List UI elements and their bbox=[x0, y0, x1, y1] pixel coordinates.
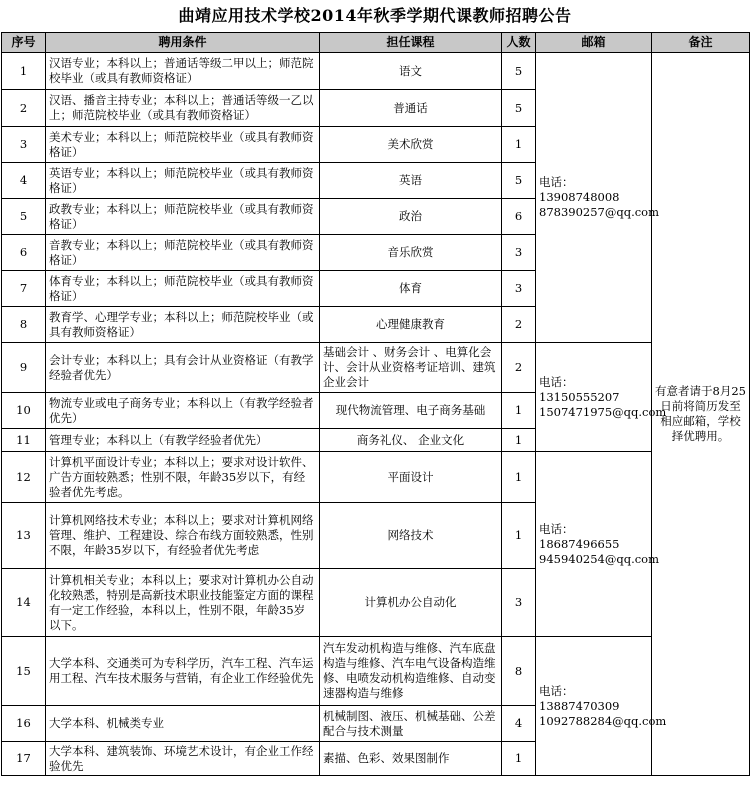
row-courses: 机械制图、液压、机械基础、公差配合与技术测量 bbox=[320, 706, 502, 742]
row-conditions: 汉语专业；本科以上；普通话等级二甲以上；师范院校毕业（或具有教师资格证） bbox=[46, 53, 320, 90]
row-conditions: 体育专业；本科以上；师范院校毕业（或具有教师资格证） bbox=[46, 271, 320, 307]
row-index: 12 bbox=[2, 452, 46, 503]
row-count: 3 bbox=[502, 235, 536, 271]
row-index: 9 bbox=[2, 343, 46, 393]
row-index: 17 bbox=[2, 742, 46, 776]
row-count: 5 bbox=[502, 90, 536, 127]
row-index: 4 bbox=[2, 163, 46, 199]
row-courses: 网络技术 bbox=[320, 503, 502, 569]
row-count: 1 bbox=[502, 429, 536, 452]
row-index: 1 bbox=[2, 53, 46, 90]
contact-email: 1507471975@qq.com bbox=[539, 404, 667, 419]
row-conditions: 教育学、心理学专业；本科以上；师范院校毕业（或具有教师资格证） bbox=[46, 307, 320, 343]
row-conditions: 管理专业；本科以上（有教学经验者优先） bbox=[46, 429, 320, 452]
row-courses: 心理健康教育 bbox=[320, 307, 502, 343]
row-count: 3 bbox=[502, 271, 536, 307]
contact-cell-4 bbox=[536, 637, 667, 776]
header-remarks: 备注 bbox=[652, 33, 750, 53]
row-conditions: 物流专业或电子商务专业；本科以上（有教学经验者优先） bbox=[46, 393, 320, 429]
row-index: 5 bbox=[2, 199, 46, 235]
row-conditions: 汉语、播音主持专业；本科以上；普通话等级一乙以上；师范院校毕业（或具有教师资格证） bbox=[46, 90, 320, 127]
page-title: 曲靖应用技术学校2014年秋季学期代课教师招聘公告 bbox=[178, 6, 572, 25]
row-courses: 计算机办公自动化 bbox=[320, 569, 502, 637]
remarks-column bbox=[652, 53, 750, 776]
row-courses: 政治 bbox=[320, 199, 502, 235]
row-count: 4 bbox=[502, 706, 536, 742]
table-row bbox=[2, 452, 750, 503]
contact-email: 878390257@qq.com bbox=[539, 205, 659, 219]
row-index: 6 bbox=[2, 235, 46, 271]
header-index: 序号 bbox=[2, 33, 46, 53]
row-count: 5 bbox=[502, 53, 536, 90]
row-courses: 汽车发动机构造与维修、汽车底盘构造与维修、汽车电气设备构造维修、电喷发动机构造维修、自动变速器构造与维修 bbox=[320, 637, 502, 706]
contact-phone: 电话：13150555207 bbox=[539, 374, 620, 404]
contact-email: 1092788284@qq.com bbox=[539, 713, 667, 728]
contact-email: 945940254@qq.com bbox=[539, 551, 659, 566]
row-count: 1 bbox=[502, 393, 536, 429]
contact-phone: 电话：13908748008 bbox=[539, 175, 620, 204]
table-header-row bbox=[2, 33, 750, 53]
row-count: 1 bbox=[502, 127, 536, 163]
contact-cell-2 bbox=[536, 343, 667, 452]
row-index: 13 bbox=[2, 503, 46, 569]
row-courses: 美术欣赏 bbox=[320, 127, 502, 163]
row-conditions: 音教专业；本科以上；师范院校毕业（或具有教师资格证） bbox=[46, 235, 320, 271]
row-conditions: 美术专业；本科以上；师范院校毕业（或具有教师资格证） bbox=[46, 127, 320, 163]
contact-phone: 电话：18687496655 bbox=[539, 521, 620, 551]
row-conditions: 政教专业；本科以上；师范院校毕业（或具有教师资格证） bbox=[46, 199, 320, 235]
row-conditions: 会计专业；本科以上；具有会计从业资格证（有教学经验者优先） bbox=[46, 343, 320, 393]
header-count: 人数 bbox=[502, 33, 536, 53]
row-courses: 普通话 bbox=[320, 90, 502, 127]
row-courses: 商务礼仪、 企业文化 bbox=[320, 429, 502, 452]
row-count: 1 bbox=[502, 503, 536, 569]
row-count: 3 bbox=[502, 569, 536, 637]
row-conditions: 大学本科、交通类可为专科学历，汽车工程、汽车运用工程、汽车技术服务与营销，有企业工作经验优先 bbox=[46, 637, 320, 706]
row-conditions: 计算机网络技术专业；本科以上；要求对计算机网络管理、维护、工程建设、综合布线方面较熟悉，性别不限，年龄35岁以下，有经验者优先考虑 bbox=[46, 503, 320, 569]
table-row bbox=[2, 53, 750, 90]
row-index: 14 bbox=[2, 569, 46, 637]
row-index: 11 bbox=[2, 429, 46, 452]
row-count: 2 bbox=[502, 343, 536, 393]
row-index: 3 bbox=[2, 127, 46, 163]
row-count: 6 bbox=[502, 199, 536, 235]
row-courses: 体育 bbox=[320, 271, 502, 307]
remark-text: 有意者请于8月25日前将简历发至相应邮箱，学校择优聘用。 bbox=[655, 384, 746, 443]
row-courses: 现代物流管理、电子商务基础 bbox=[320, 393, 502, 429]
row-courses: 基础会计 、财务会计 、电算化会计、会计从业资格考证培训、建筑企业会计 bbox=[320, 343, 502, 393]
row-courses: 平面设计 bbox=[320, 452, 502, 503]
table-row bbox=[2, 637, 750, 706]
header-conditions: 聘用条件 bbox=[46, 33, 320, 53]
header-courses: 担任课程 bbox=[320, 33, 502, 53]
row-index: 16 bbox=[2, 706, 46, 742]
row-conditions: 计算机相关专业；本科以上；要求对计算机办公自动化较熟悉，特别是高新技术职业技能鉴定方面的课程有一定工作经验，本科以上，性别不限，年龄35岁以下。 bbox=[46, 569, 320, 637]
row-courses: 语文 bbox=[320, 53, 502, 90]
row-count: 5 bbox=[502, 163, 536, 199]
row-index: 15 bbox=[2, 637, 46, 706]
contact-phone: 电话：13887470309 bbox=[539, 683, 620, 713]
row-conditions: 大学本科、机械类专业 bbox=[46, 706, 320, 742]
row-index: 8 bbox=[2, 307, 46, 343]
table-row bbox=[2, 343, 750, 393]
row-conditions: 英语专业；本科以上；师范院校毕业（或具有教师资格证） bbox=[46, 163, 320, 199]
header-email: 邮箱 bbox=[536, 33, 652, 53]
row-count: 8 bbox=[502, 637, 536, 706]
row-conditions: 计算机平面设计专业；本科以上；要求对设计软件、广告方面较熟悉；性别不限，年龄35岁以下，有经验者优先考虑。 bbox=[46, 452, 320, 503]
row-count: 2 bbox=[502, 307, 536, 343]
contact-cell-1 bbox=[536, 53, 659, 343]
row-index: 7 bbox=[2, 271, 46, 307]
row-courses: 音乐欣赏 bbox=[320, 235, 502, 271]
contact-cell-3 bbox=[536, 452, 659, 637]
row-conditions: 大学本科、建筑装饰、环境艺术设计，有企业工作经验优先 bbox=[46, 742, 320, 776]
row-count: 1 bbox=[502, 452, 536, 503]
row-count: 1 bbox=[502, 742, 536, 776]
row-index: 2 bbox=[2, 90, 46, 127]
recruitment-table bbox=[1, 32, 750, 776]
row-courses: 英语 bbox=[320, 163, 502, 199]
row-courses: 素描、色彩、效果图制作 bbox=[320, 742, 502, 776]
row-index: 10 bbox=[2, 393, 46, 429]
